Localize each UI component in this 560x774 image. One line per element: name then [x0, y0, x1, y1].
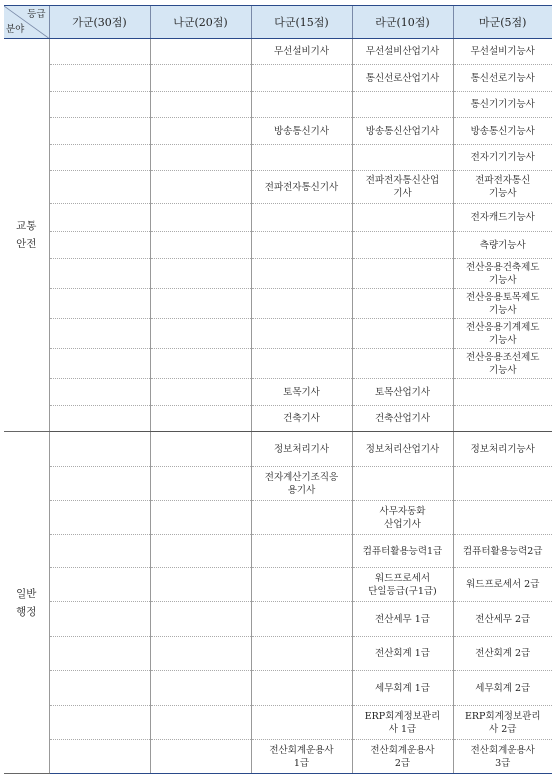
cert-cell-grade-da	[251, 568, 352, 602]
table-row	[4, 637, 552, 671]
cert-cell-grade-ra	[352, 232, 453, 259]
cert-cell-grade-na	[150, 535, 251, 568]
cert-cell-grade-ga	[49, 171, 150, 204]
cert-cell-grade-ra	[352, 92, 453, 118]
cert-cell-grade-na	[150, 671, 251, 706]
cert-cell-grade-ma: 통신선로기능사	[453, 65, 552, 92]
table-row	[4, 671, 552, 706]
grade-corner-label: 등급	[27, 9, 46, 20]
cert-cell-grade-da: 전산회계운용사 1급	[251, 740, 352, 774]
table-row	[4, 602, 552, 637]
cert-cell-grade-ra	[352, 467, 453, 501]
cert-cell-grade-da	[251, 289, 352, 319]
cert-cell-grade-ra: 컴퓨터활용능력1급	[352, 535, 453, 568]
cert-cell-grade-ra	[352, 259, 453, 289]
cert-cell-grade-ra: 전산세무 1급	[352, 602, 453, 637]
cert-cell-grade-ra: 토목산업기사	[352, 379, 453, 406]
cert-cell-grade-ma: 전산응용조선제도 기능사	[453, 349, 552, 379]
table-row	[4, 204, 552, 232]
cert-cell-grade-ga	[49, 118, 150, 145]
cert-cell-grade-ma: 정보처리기능사	[453, 432, 552, 467]
cert-cell-grade-da: 전파전자통신기사	[251, 171, 352, 204]
cert-cell-grade-da: 전자계산기조직응 용기사	[251, 467, 352, 501]
cert-cell-grade-ga	[49, 706, 150, 740]
cert-cell-grade-ra	[352, 349, 453, 379]
cert-cell-grade-da	[251, 349, 352, 379]
cert-cell-grade-ra: 건축산업기사	[352, 406, 453, 432]
cert-cell-grade-ra: 전파전자통신산업 기사	[352, 171, 453, 204]
cert-cell-grade-ga	[49, 432, 150, 467]
cert-cell-grade-ga	[49, 289, 150, 319]
cert-cell-grade-ra: 전산회계 1급	[352, 637, 453, 671]
cert-cell-grade-na	[150, 406, 251, 432]
cert-cell-grade-da	[251, 204, 352, 232]
cert-cell-grade-ra: 세무회계 1급	[352, 671, 453, 706]
cert-cell-grade-na	[150, 740, 251, 774]
cert-cell-grade-ma: 세무회계 2급	[453, 671, 552, 706]
cert-cell-grade-da	[251, 259, 352, 289]
cert-cell-grade-ga	[49, 467, 150, 501]
cert-cell-grade-ma: 전산세무 2급	[453, 602, 552, 637]
table-row	[4, 145, 552, 171]
cert-cell-grade-na	[150, 706, 251, 740]
cert-cell-grade-na	[150, 319, 251, 349]
cert-cell-grade-na	[150, 637, 251, 671]
cert-cell-grade-ma: 전산응용기계제도 기능사	[453, 319, 552, 349]
cert-cell-grade-ma	[453, 501, 552, 535]
cert-cell-grade-ma: 전자기기기능사	[453, 145, 552, 171]
cert-cell-grade-ga	[49, 259, 150, 289]
cert-cell-grade-ga	[49, 145, 150, 171]
cert-cell-grade-ga	[49, 319, 150, 349]
table-body	[4, 39, 552, 774]
cert-cell-grade-ga	[49, 232, 150, 259]
cert-cell-grade-ra: 워드프로세서 단일등급(구1급)	[352, 568, 453, 602]
table-row	[4, 740, 552, 774]
field-label-cell: 일반 행정	[4, 432, 49, 774]
cert-cell-grade-na	[150, 467, 251, 501]
table-row	[4, 349, 552, 379]
cert-cell-grade-na	[150, 432, 251, 467]
cert-cell-grade-ga	[49, 740, 150, 774]
cert-cell-grade-ma: ERP회계정보관리 사 2급	[453, 706, 552, 740]
cert-cell-grade-ra: 방송통신산업기사	[352, 118, 453, 145]
table-row	[4, 535, 552, 568]
cert-cell-grade-ra: 무선설비산업기사	[352, 39, 453, 65]
cert-cell-grade-ra: 통신선로산업기사	[352, 65, 453, 92]
cert-cell-grade-ma: 전산응용건축제도 기능사	[453, 259, 552, 289]
cert-cell-grade-ra: ERP회계정보관리 사 1급	[352, 706, 453, 740]
table-row	[4, 289, 552, 319]
field-label-cell: 교통 안전	[4, 39, 49, 432]
grade-header-ma: 마군(5점)	[453, 6, 552, 39]
cert-cell-grade-ra	[352, 145, 453, 171]
cert-cell-grade-na	[150, 92, 251, 118]
cert-cell-grade-da: 정보처리기사	[251, 432, 352, 467]
cert-cell-grade-na	[150, 39, 251, 65]
cert-cell-grade-ga	[49, 65, 150, 92]
table-row	[4, 39, 552, 65]
table-row	[4, 467, 552, 501]
table-row	[4, 232, 552, 259]
grade-header-da: 다군(15점)	[251, 6, 352, 39]
header-row	[4, 6, 552, 39]
cert-cell-grade-na	[150, 118, 251, 145]
table-row	[4, 706, 552, 740]
cert-cell-grade-ga	[49, 637, 150, 671]
cert-cell-grade-na	[150, 145, 251, 171]
cert-cell-grade-ga	[49, 535, 150, 568]
table-row	[4, 432, 552, 467]
cert-cell-grade-na	[150, 602, 251, 637]
cert-cell-grade-ga	[49, 92, 150, 118]
cert-cell-grade-na	[150, 349, 251, 379]
cert-cell-grade-na	[150, 289, 251, 319]
cert-cell-grade-da	[251, 92, 352, 118]
corner-header-cell	[4, 6, 49, 39]
table-row	[4, 406, 552, 432]
cert-cell-grade-ra	[352, 204, 453, 232]
cert-cell-grade-na	[150, 379, 251, 406]
table-row	[4, 118, 552, 145]
grade-header-ra: 라군(10점)	[352, 6, 453, 39]
grade-header-na: 나군(20점)	[150, 6, 251, 39]
table-row	[4, 319, 552, 349]
cert-cell-grade-da: 건축기사	[251, 406, 352, 432]
cert-cell-grade-ra: 전산회계운용사 2급	[352, 740, 453, 774]
cert-cell-grade-ma: 전산회계 2급	[453, 637, 552, 671]
cert-cell-grade-da	[251, 602, 352, 637]
table-row	[4, 171, 552, 204]
cert-cell-grade-ga	[49, 379, 150, 406]
cert-cell-grade-ga	[49, 349, 150, 379]
table-row	[4, 379, 552, 406]
field-corner-label: 분야	[6, 24, 25, 35]
cert-cell-grade-ra	[352, 289, 453, 319]
table-row	[4, 259, 552, 289]
cert-cell-grade-da	[251, 637, 352, 671]
cert-cell-grade-ma: 전파전자통신 기능사	[453, 171, 552, 204]
cert-cell-grade-da	[251, 65, 352, 92]
cert-cell-grade-na	[150, 204, 251, 232]
cert-cell-grade-ga	[49, 671, 150, 706]
cert-cell-grade-ga	[49, 602, 150, 637]
cert-cell-grade-da	[251, 706, 352, 740]
cert-cell-grade-ra: 사무자동화 산업기사	[352, 501, 453, 535]
cert-cell-grade-da	[251, 671, 352, 706]
cert-cell-grade-ra	[352, 319, 453, 349]
cert-cell-grade-ma: 측량기능사	[453, 232, 552, 259]
cert-cell-grade-da	[251, 319, 352, 349]
cert-cell-grade-ga	[49, 501, 150, 535]
cert-cell-grade-ma: 전산회계운용사 3급	[453, 740, 552, 774]
cert-cell-grade-na	[150, 65, 251, 92]
table-row	[4, 65, 552, 92]
cert-cell-grade-da: 무선설비기사	[251, 39, 352, 65]
cert-cell-grade-ma: 전산응용토목제도 기능사	[453, 289, 552, 319]
cert-cell-grade-ma: 전자캐드기능사	[453, 204, 552, 232]
cert-cell-grade-na	[150, 171, 251, 204]
cert-cell-grade-ga	[49, 568, 150, 602]
cert-cell-grade-ma: 통신기기기능사	[453, 92, 552, 118]
cert-cell-grade-ga	[49, 204, 150, 232]
cert-cell-grade-ma	[453, 379, 552, 406]
grade-header-ga: 가군(30점)	[49, 6, 150, 39]
table-row	[4, 501, 552, 535]
cert-cell-grade-da: 토목기사	[251, 379, 352, 406]
cert-cell-grade-ma	[453, 406, 552, 432]
cert-cell-grade-da: 방송통신기사	[251, 118, 352, 145]
cert-cell-grade-ga	[49, 406, 150, 432]
certificate-score-table	[4, 5, 552, 774]
cert-cell-grade-da	[251, 535, 352, 568]
cert-cell-grade-na	[150, 568, 251, 602]
cert-cell-grade-da	[251, 232, 352, 259]
cert-cell-grade-na	[150, 232, 251, 259]
cert-cell-grade-ma: 무선설비기능사	[453, 39, 552, 65]
cert-cell-grade-da	[251, 145, 352, 171]
cert-cell-grade-ra: 정보처리산업기사	[352, 432, 453, 467]
cert-cell-grade-ga	[49, 39, 150, 65]
cert-cell-grade-ma: 워드프로세서 2급	[453, 568, 552, 602]
table-row	[4, 568, 552, 602]
cert-cell-grade-na	[150, 501, 251, 535]
cert-cell-grade-da	[251, 501, 352, 535]
cert-cell-grade-ma: 컴퓨터활용능력2급	[453, 535, 552, 568]
cert-cell-grade-ma: 방송통신기능사	[453, 118, 552, 145]
cert-cell-grade-na	[150, 259, 251, 289]
table-row	[4, 92, 552, 118]
cert-cell-grade-ma	[453, 467, 552, 501]
